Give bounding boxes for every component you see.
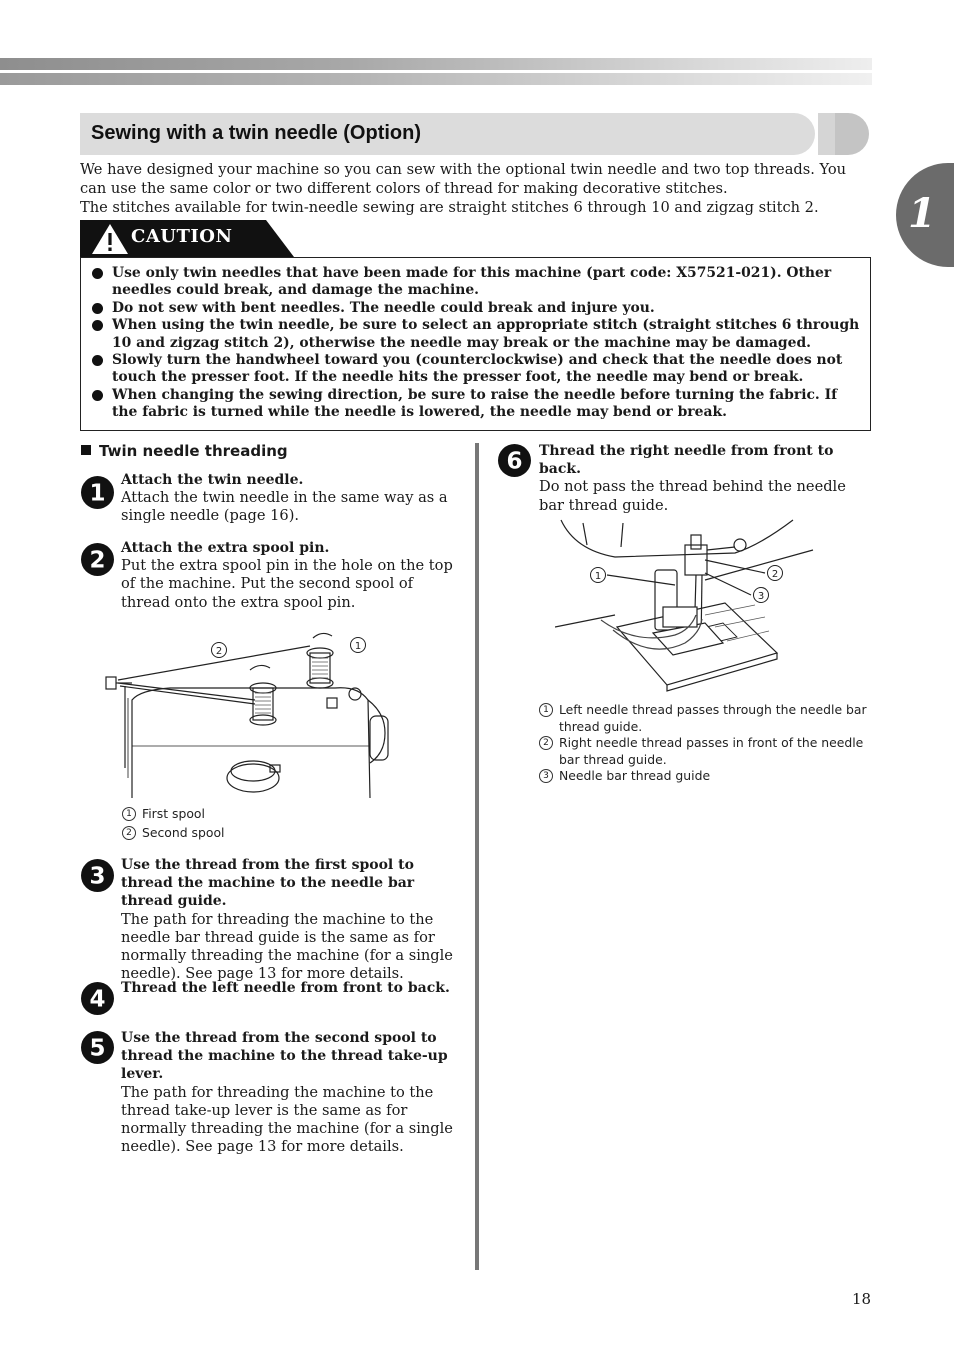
step-number-icon (81, 982, 114, 1015)
step-5 (121, 1029, 466, 1156)
bullet-icon (92, 320, 103, 331)
step-2 (121, 539, 461, 612)
step-number-icon (81, 476, 114, 509)
intro-paragraph: We have designed your machine so you can sew with the optional twin needle and two top threads. You can use the same color or two different colors of thread for making decorative stitches. (80, 161, 847, 197)
step-body: Put the extra spool pin in the hole on the top of the machine. Put the second spool of thread onto the extra spool pin. (121, 557, 453, 611)
step-number-icon (81, 543, 114, 576)
svg-text:2: 2 (215, 646, 223, 657)
spool-figure (100, 628, 400, 800)
section-title: Sewing with a twin needle (Option) (91, 122, 421, 144)
square-bullet-icon (81, 445, 91, 455)
chapter-number: 1 (908, 190, 936, 237)
step-body: The path for threading the machine to the thread take-up lever is the same as for normally threading the machine (for a single needle). See page 13 for more details. (121, 1083, 453, 1156)
bullet-icon (92, 303, 103, 314)
legend-item: 2 Second spool (122, 825, 224, 842)
svg-text:2: 2 (89, 547, 106, 574)
intro-text (80, 160, 870, 217)
bullet-icon (92, 268, 103, 279)
caution-item: When using the twin needle, be sure to select an appropriate stitch (straight stitches 6 through 10 and zigzag stitch 2), otherwise the needle may break or the machine may be damaged. (92, 317, 864, 352)
step-number-icon (498, 444, 531, 477)
step-body: Do not pass the thread behind the needle bar thread guide. (539, 478, 846, 514)
header-decor-bar-bottom (0, 73, 872, 85)
svg-text:5: 5 (89, 1035, 106, 1062)
svg-text:3: 3 (757, 591, 765, 602)
step-title: Thread the right needle from front to back. (539, 443, 834, 478)
step-body: Attach the twin needle in the same way as a single needle (page 16). (121, 489, 448, 525)
step-body: The path for threading the machine to the needle bar thread guide is the same as for normally threading the machine (for a single needle). See page 13 for more details. (121, 910, 453, 983)
figure1-legend (122, 806, 224, 841)
step-title: Use the thread from the first spool to thread the machine to the needle bar thread guide. (121, 857, 415, 910)
svg-text:4: 4 (89, 986, 106, 1013)
legend-item: 1 First spool (122, 806, 224, 823)
figure2-legend (539, 702, 871, 785)
step-number-icon (81, 1031, 114, 1064)
bullet-icon (92, 390, 103, 401)
caution-item: When changing the sewing direction, be sure to raise the needle before turning the fabric. If the fabric is turned while the needle is lowered, the needle may bend or break. (92, 387, 864, 422)
page-number: 18 (852, 1290, 872, 1308)
svg-text:1: 1 (594, 571, 602, 582)
step-number-icon (81, 859, 114, 892)
step-4 (121, 979, 466, 997)
legend-item: 3 Needle bar thread guide (539, 768, 871, 785)
step-title: Use the thread from the second spool to thread the machine to the thread take-up lever. (121, 1030, 448, 1083)
svg-text:3: 3 (89, 863, 106, 890)
callout-3 (754, 588, 769, 603)
caution-label: CAUTION (131, 226, 233, 247)
header-decor-bar-top (0, 58, 872, 70)
step-title: Attach the twin needle. (121, 472, 304, 488)
twin-needle-figure (555, 515, 820, 693)
callout-2 (212, 643, 227, 658)
callout-1 (351, 638, 366, 653)
caution-list (92, 265, 864, 422)
subsection-heading: Twin needle threading (81, 442, 288, 460)
legend-item: 1 Left needle thread passes through the needle bar thread guide. (539, 702, 871, 735)
callout-2 (768, 566, 783, 581)
callout-1 (591, 568, 606, 583)
svg-text:6: 6 (506, 448, 523, 475)
intro-paragraph: The stitches available for twin-needle sewing are straight stitches 6 through 10 and zigzag stitch 2. (80, 199, 819, 216)
step-title: Attach the extra spool pin. (121, 540, 330, 556)
caution-item: Slowly turn the handwheel toward you (counterclockwise) and check that the needle does not touch the presser foot. If the needle hits the presser foot, the needle may bend or break. (92, 352, 864, 387)
step-title: Thread the left needle from front to back. (121, 980, 450, 996)
svg-text:1: 1 (354, 641, 362, 652)
svg-text:2: 2 (771, 569, 779, 580)
caution-item: Use only twin needles that have been made for this machine (part code: X57521-021). Other needles could break, and damage the machine. (92, 265, 864, 300)
step-1 (121, 471, 456, 526)
legend-item: 2 Right needle thread passes in front of the needle bar thread guide. (539, 735, 871, 768)
caution-item: Do not sew with bent needles. The needle could break and injure you. (92, 300, 864, 317)
section-title-cap-end (835, 113, 869, 155)
svg-text:1: 1 (89, 480, 106, 507)
bullet-icon (92, 355, 103, 366)
step-6 (539, 442, 869, 515)
column-divider (475, 443, 479, 1270)
step-3 (121, 856, 466, 983)
